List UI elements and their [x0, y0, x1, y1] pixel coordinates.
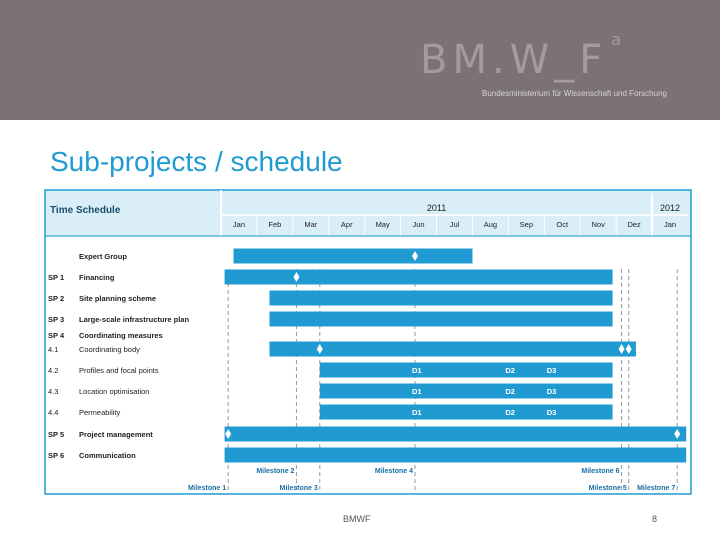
schedule-bar — [225, 270, 613, 285]
deliverable-label: D2 — [505, 387, 515, 396]
row-code: SP 2 — [48, 294, 65, 303]
row-code: SP 3 — [48, 315, 65, 324]
row-code: SP 5 — [48, 430, 65, 439]
deliverable-label: D1 — [411, 366, 422, 375]
year-label: 2011 — [426, 203, 447, 213]
gantt-chart — [44, 189, 692, 495]
month-label: Dez — [627, 220, 641, 229]
ministry-name: Bundesministerium für Wissenschaft und Forschung — [482, 89, 667, 98]
milestone-label: Milestone 1 — [188, 485, 227, 492]
month-label: Feb — [268, 220, 282, 229]
deliverable-label: D1 — [411, 408, 422, 417]
row-label: Profiles and focal points — [79, 366, 159, 375]
deliverable-label: D3 — [546, 366, 557, 375]
month-label: Nov — [591, 220, 605, 229]
row-code: 4.1 — [48, 345, 59, 354]
month-label: Aug — [483, 220, 498, 229]
month-label: Jan — [232, 220, 246, 229]
milestone-label: Milestone 6 — [581, 468, 620, 475]
row-label: Location optimisation — [79, 387, 150, 396]
row-code: 4.2 — [48, 366, 59, 375]
row-label: Project management — [79, 430, 153, 439]
deliverable-label: D3 — [546, 387, 557, 396]
month-label: Jun — [412, 220, 425, 229]
month-label: Jan — [663, 220, 677, 229]
bmwf-logo — [420, 29, 627, 83]
row-code: 4.3 — [48, 387, 59, 396]
row-code: 4.4 — [48, 408, 59, 417]
row-code: SP 6 — [48, 451, 65, 460]
month-label: May — [375, 220, 390, 229]
milestone-label: Milestone 2 — [256, 468, 295, 475]
row-code: SP 4 — [48, 331, 65, 340]
row-label: Large-scale infrastructure plan — [79, 315, 190, 324]
schedule-bar — [225, 427, 687, 442]
milestone-label: Milestone 7 — [637, 485, 676, 492]
schedule-bar — [234, 249, 473, 264]
deliverable-label: D2 — [505, 408, 515, 417]
row-label: Permeability — [79, 408, 121, 417]
row-label: Financing — [79, 273, 115, 282]
schedule-bar — [269, 291, 612, 306]
month-label: Jul — [449, 220, 460, 229]
row-label: Site planning scheme — [79, 294, 157, 303]
row-code: SP 1 — [48, 273, 65, 282]
milestone-label: Milestone 3 — [279, 485, 318, 492]
month-label: Apr — [340, 220, 353, 229]
row-label: Coordinating measures — [79, 331, 163, 340]
footer-label: BMWF — [343, 514, 371, 524]
milestone-label: Milestone 5 — [588, 485, 627, 492]
deliverable-label: D2 — [505, 366, 515, 375]
row-label: Communication — [79, 451, 136, 460]
row-label: Coordinating body — [79, 345, 140, 354]
schedule-bar — [320, 384, 613, 399]
month-label: Sep — [519, 220, 534, 229]
row-label: Expert Group — [79, 252, 127, 261]
schedule-bar — [269, 312, 612, 327]
logo-superscript: a — [611, 29, 627, 49]
deliverable-label: D3 — [546, 408, 557, 417]
schedule-bar — [269, 342, 635, 357]
milestone-label: Milestone 4 — [374, 468, 413, 475]
schedule-title: Time Schedule — [50, 205, 121, 216]
month-label: Oct — [556, 220, 569, 229]
schedule-header-band — [45, 190, 691, 237]
page-number: 8 — [652, 514, 658, 524]
month-label: Mar — [304, 220, 318, 229]
slide-title: Sub-projects / schedule — [50, 146, 343, 177]
schedule-bar — [320, 405, 613, 420]
schedule-bar — [225, 448, 687, 463]
year-label: 2012 — [660, 203, 681, 213]
schedule-bar — [320, 363, 613, 378]
deliverable-label: D1 — [411, 387, 422, 396]
logo-text: BM.W_F — [420, 37, 608, 83]
